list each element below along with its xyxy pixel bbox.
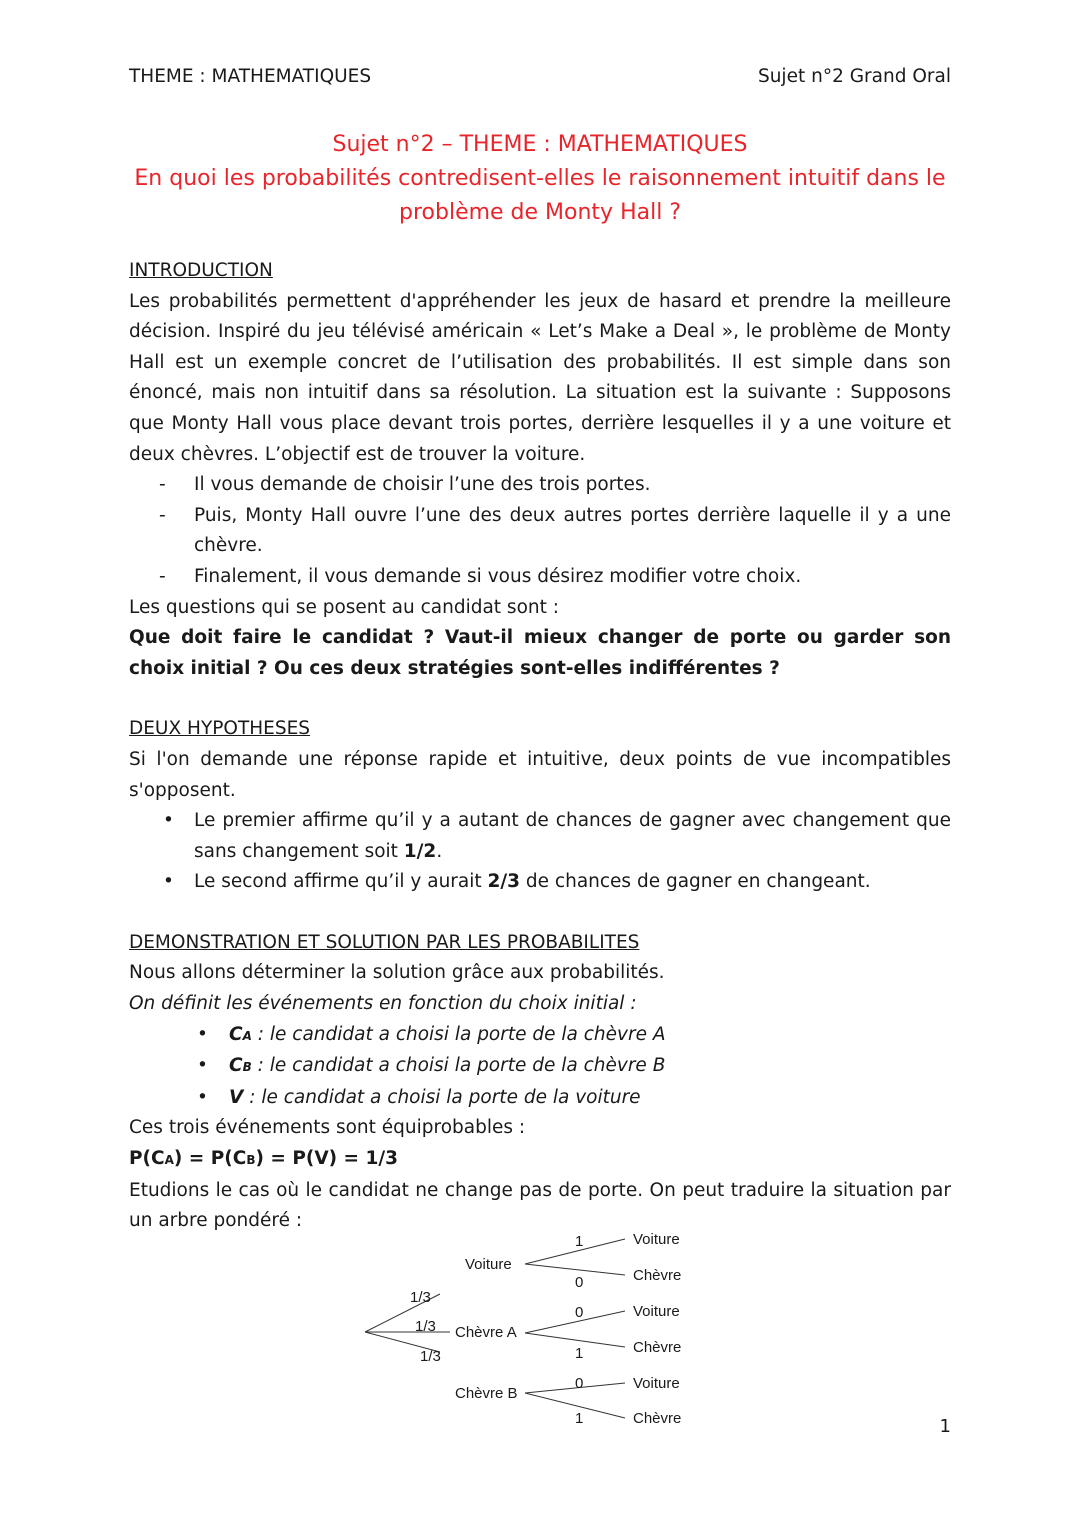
hypothesis-2-text: Le second affirme qu’il y aurait	[194, 871, 488, 893]
steps-list	[129, 470, 951, 592]
formula-part: P(C	[129, 1148, 165, 1170]
tree-prob-label: 0	[575, 1304, 584, 1321]
tree-prob-label: 1	[575, 1233, 584, 1250]
tree-prob-label: 1	[575, 1345, 584, 1362]
list-item: - Il vous demande de choisir l’une des trois portes.	[129, 470, 951, 501]
formula-subscript: A	[164, 1153, 174, 1168]
event-subscript: A	[242, 1028, 252, 1043]
document-title	[129, 128, 951, 230]
hypotheses-paragraph: Si l'on demande une réponse rapide et intuitive, deux points de vue incompatibles s'opposent.	[129, 748, 951, 801]
tree-prob-label: 0	[575, 1274, 584, 1291]
hypothesis-1-value: 1/2	[403, 840, 437, 862]
header-subject: Sujet n°2 Grand Oral	[757, 66, 951, 87]
event-description: : le candidat a choisi la porte de la chèvre B	[251, 1055, 666, 1077]
tree-prob-label: 1/3	[420, 1348, 441, 1365]
event-symbol: C	[229, 1023, 243, 1045]
key-question: Que doit faire le candidat ? Vaut-il mieux changer de porte ou garder son choix initial ? Ou ces deux stratégies sont-elles indifférentes ?	[129, 627, 951, 679]
tree-node-chevre-a: Chèvre A	[455, 1324, 517, 1341]
tree-leaf: Chèvre	[633, 1410, 682, 1427]
header-theme: THEME : MATHEMATIQUES	[129, 66, 372, 87]
tree-node-chevre-b: Chèvre B	[455, 1385, 518, 1402]
section-heading-hypotheses: DEUX HYPOTHESES	[129, 718, 311, 740]
event-description: : le candidat a choisi la porte de la chèvre A	[251, 1023, 666, 1045]
hypothesis-1-end: .	[436, 840, 443, 862]
event-symbol: V	[229, 1086, 244, 1108]
tree-leaf: Voiture	[633, 1303, 680, 1320]
list-item: - Puis, Monty Hall ouvre l’une des deux autres portes derrière laquelle il y a une chèvre.	[129, 501, 951, 562]
formula-part: ) = P(C	[173, 1148, 247, 1170]
title-line-1: Sujet n°2 – THEME : MATHEMATIQUES	[332, 132, 748, 157]
tree-prob-label: 1	[575, 1410, 584, 1427]
list-item	[129, 1083, 951, 1114]
event-symbol: C	[229, 1055, 243, 1077]
tree-node-voiture: Voiture	[465, 1256, 512, 1273]
tree-leaf: Chèvre	[633, 1267, 682, 1284]
hypothesis-2-value: 2/3	[487, 871, 521, 893]
hypotheses-list	[129, 806, 951, 898]
probability-tree	[355, 1225, 715, 1435]
tree-leaf: Chèvre	[633, 1339, 682, 1356]
tree-prob-label: 1/3	[415, 1318, 436, 1335]
demo-line-1: Nous allons déterminer la solution grâce aux probabilités.	[129, 962, 665, 984]
probability-formula	[129, 1144, 951, 1176]
demo-line-2: On définit les événements en fonction du choix initial :	[129, 993, 637, 1015]
list-item	[129, 806, 951, 867]
equiprobable-line: Ces trois événements sont équiprobables :	[129, 1117, 526, 1139]
intro-paragraph: Les probabilités permettent d'appréhender les jeux de hasard et prendre la meilleure décision. Inspiré du jeu télévisé américain « Let’s Make a Deal », le problème de Monty Hall est un exemple concret de l’utilisation des probabilités. Il est simple dans son énoncé, mais non intuitif dans sa résolution. La situation est la suivante : Supposons que Monty Hall vous place devant trois portes, derrière lesquelles il y a une voiture et deux chèvres. L’objectif est de trouver la voiture.	[129, 290, 951, 465]
tree-leaf: Voiture	[633, 1231, 680, 1248]
document-body	[129, 256, 951, 1237]
demo-last-paragraph: Etudions le cas où le candidat ne change pas de porte. On peut traduire la situation par un arbre pondéré :	[129, 1179, 951, 1232]
event-description: : le candidat a choisi la porte de la voiture	[243, 1086, 641, 1108]
tree-leaf: Voiture	[633, 1375, 680, 1392]
formula-subscript: B	[246, 1153, 256, 1168]
section-heading-introduction: INTRODUCTION	[129, 260, 273, 281]
list-item	[129, 1020, 951, 1052]
tree-prob-label: 0	[575, 1375, 584, 1392]
section-heading-demonstration: DEMONSTRATION ET SOLUTION PAR LES PROBABILITES	[129, 931, 640, 953]
events-list	[129, 1020, 951, 1114]
page-number: 1	[939, 1416, 951, 1437]
formula-part: ) = P(V) = 1/3	[255, 1148, 398, 1170]
list-item	[129, 867, 951, 898]
hypothesis-1-text: Le premier affirme qu’il y a autant de chances de gagner avec changement que sans changement soit	[194, 810, 951, 862]
title-line-2: En quoi les probabilités contredisent-elles le raisonnement intuitif dans le	[134, 166, 946, 191]
event-subscript: B	[242, 1060, 252, 1075]
list-item: - Finalement, il vous demande si vous désirez modifier votre choix.	[129, 562, 951, 593]
title-line-3: problème de Monty Hall ?	[399, 200, 681, 225]
questions-lead: Les questions qui se posent au candidat sont :	[129, 596, 559, 618]
hypothesis-2-end: de chances de gagner en changeant.	[520, 871, 871, 893]
tree-prob-label: 1/3	[410, 1289, 431, 1306]
list-item	[129, 1051, 951, 1083]
